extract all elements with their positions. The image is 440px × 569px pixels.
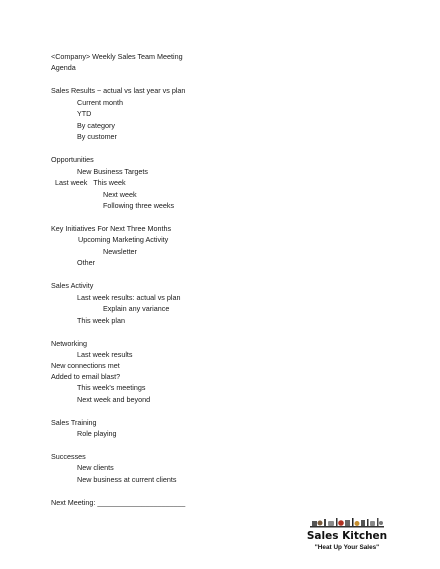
- this-week-plan: This week plan: [77, 316, 125, 325]
- networking-last-week: Last week results: [77, 350, 133, 359]
- email-blast: Added to email blast?: [51, 372, 121, 381]
- opportunity-following-weeks: Following three weeks: [103, 201, 175, 210]
- opportunity-next-week: Next week: [103, 190, 137, 199]
- explain-variance: Explain any variance: [103, 304, 170, 313]
- meeting-title: <Company> Weekly Sales Team Meeting: [51, 52, 183, 61]
- new-clients: New clients: [77, 463, 114, 472]
- networking-heading: Networking: [51, 339, 87, 348]
- sales-results-item: By customer: [77, 132, 117, 141]
- sales-kitchen-logo: [302, 517, 392, 557]
- new-business-targets: New Business Targets: [77, 167, 148, 176]
- sales-results-item: YTD: [77, 109, 92, 118]
- opportunity-weeks: Last week This week: [55, 178, 126, 187]
- sales-results-item: By category: [77, 121, 115, 130]
- logo-tagline: "Heat Up Your Sales": [314, 544, 380, 551]
- opportunities-heading: Opportunities: [51, 155, 94, 164]
- new-connections: New connections met: [51, 361, 120, 370]
- role-playing: Role playing: [77, 429, 117, 438]
- newsletter: Newsletter: [103, 247, 137, 256]
- last-week-results: Last week results: actual vs plan: [77, 293, 181, 302]
- marketing-activity: Upcoming Marketing Activity: [78, 235, 169, 244]
- logo-title: Sales Kitchen: [306, 530, 388, 542]
- other-initiatives: Other: [77, 258, 95, 267]
- kitchen-utensils-icon: [310, 517, 384, 529]
- sales-activity-heading: Sales Activity: [51, 281, 94, 290]
- new-business-current-clients: New business at current clients: [77, 475, 177, 484]
- sales-results-heading: Sales Results ~ actual vs last year vs plan: [51, 86, 186, 95]
- successes-heading: Successes: [51, 452, 86, 461]
- agenda-label: Agenda: [51, 63, 76, 72]
- this-week-meetings: This week's meetings: [77, 383, 146, 392]
- key-initiatives-heading: Key Initiatives For Next Three Months: [51, 224, 172, 233]
- sales-results-item: Current month: [77, 98, 123, 107]
- next-meeting-line: Next Meeting: ______________________: [51, 498, 186, 507]
- next-week-beyond: Next week and beyond: [77, 395, 151, 404]
- sales-training-heading: Sales Training: [51, 418, 97, 427]
